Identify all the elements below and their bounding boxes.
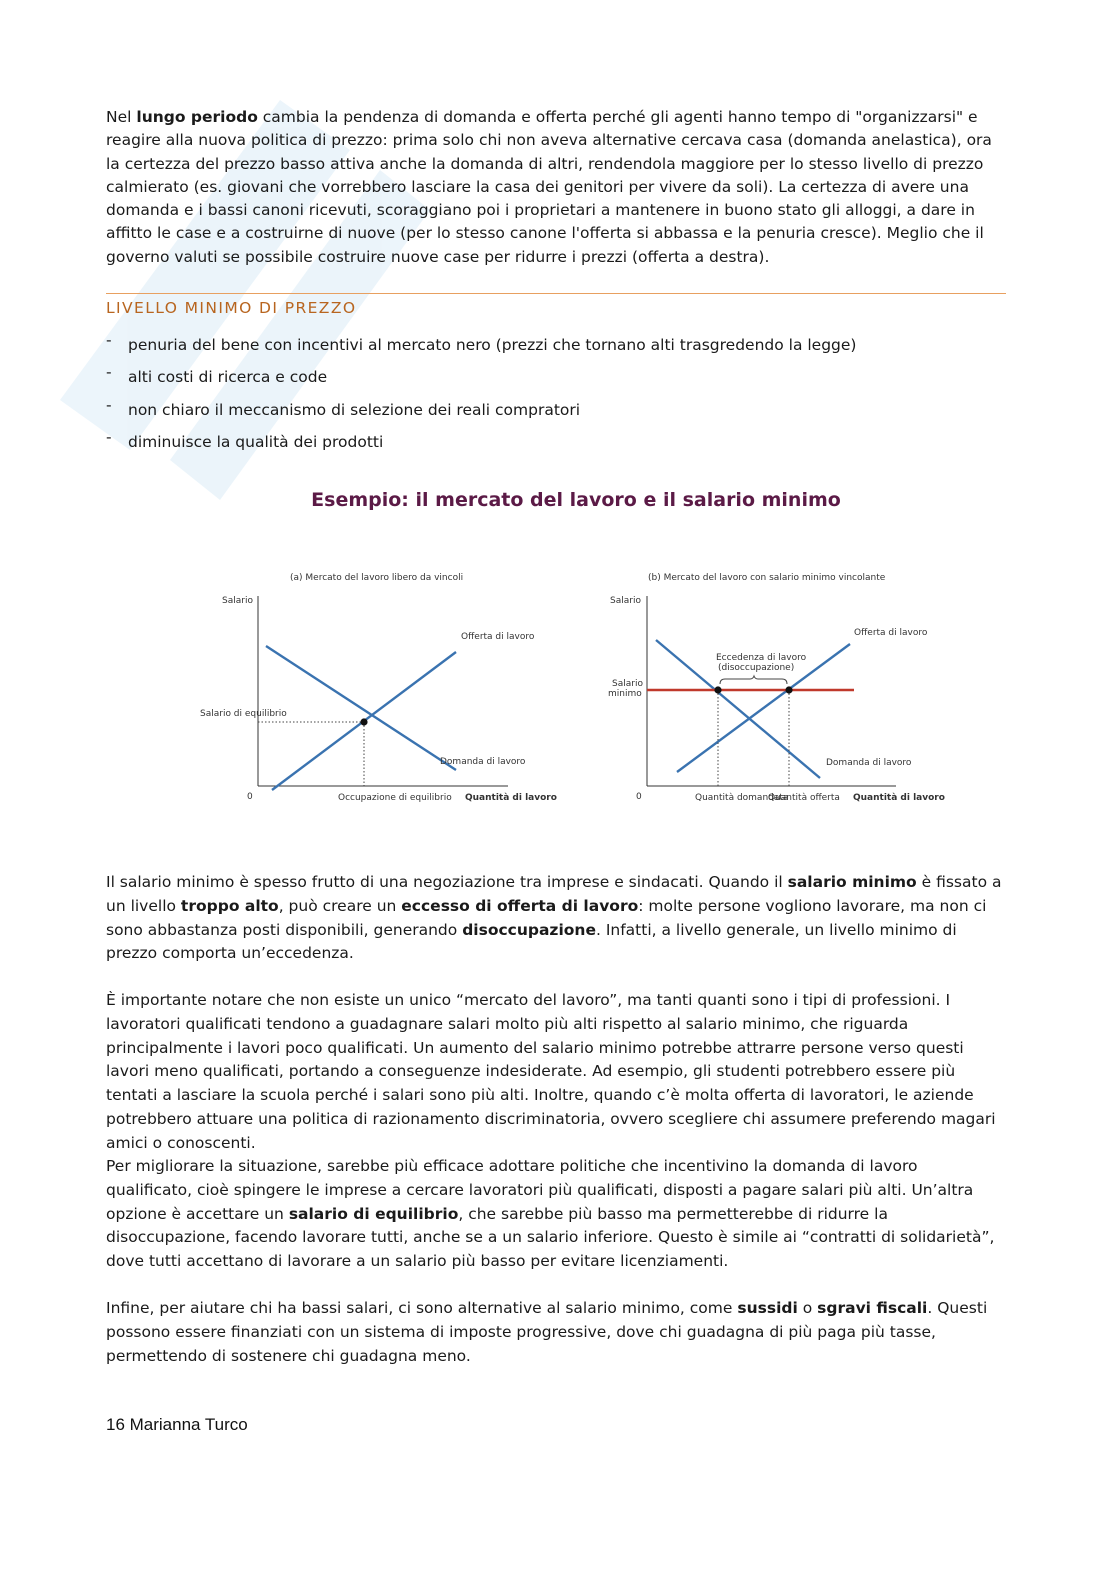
panel-a-eq-y-label: Salario di equilibrio — [200, 709, 287, 719]
panel-b-minwage-label-2: minimo — [608, 689, 642, 699]
panel-b-excess-label: Eccedenza di lavoro — [716, 653, 807, 663]
labour-market-figure — [190, 560, 945, 820]
page-footer: 16 Marianna Turco — [106, 1415, 248, 1434]
panel-a-demand-line — [266, 646, 456, 770]
panel-b-qd-point — [714, 686, 721, 693]
panel-b-qd-label: Quantità domandata — [695, 793, 789, 803]
paragraph-min-wage: Il salario minimo è spesso frutto di una negoziazione tra imprese e sindacati. Quando il salario minimo è fissato a un livello troppo alto, può creare un eccesso di offerta di lavoro: molte persone vogliono lavorare, ma non ci sono abbastanza posti disponibili, generando disoccupazione. Infatti, a livello generale, un livello minimo di prezzo comporta un’eccedenza. — [106, 873, 1002, 963]
panel-b-xlabel: Quantità di lavoro — [853, 793, 945, 803]
panel-a-xlabel: Quantità di lavoro — [465, 793, 557, 803]
paragraph-policies: Per migliorare la situazione, sarebbe più efficace adottare politiche che incentivino la domanda di lavoro qualificato, cioè spingere le imprese a cercare lavoratori più qualificati, disposti a pagare salari più alti. Un’altra opzione è accettare un salario di equilibrio, che sarebbe più basso ma permetterebbe di ridurre la disoccupazione, facendo lavorare tutti, anche se a un salario inferiore. Questo è simile ai “contratti di solidarietà”, dove tutti accettano di lavorare a un salario più basso per evitare licenziamenti. — [106, 1157, 995, 1271]
panel-b-excess-label-2: (disoccupazione) — [718, 663, 795, 673]
panel-b-minwage-label: Salario — [612, 679, 643, 689]
panel-b-qo-label: Quantità offerta — [768, 793, 840, 803]
panel-b-excess-brace — [720, 676, 787, 684]
panel-b-ylabel: Salario — [610, 596, 641, 606]
panel-b — [608, 573, 945, 803]
paragraph-alternatives: Infine, per aiutare chi ha bassi salari, ci sono alternative al salario minimo, come sussidi o sgravi fiscali. Questi possono essere finanziati con un sistema di imposte progressive, dove chi guadagna di più paga più tasse, permettendo di sostenere chi guadagna meno. — [106, 1299, 988, 1365]
panel-a-eq-point — [360, 718, 367, 725]
panel-b-supply-label: Offerta di lavoro — [854, 628, 928, 638]
section-title: LIVELLO MINIMO DI PREZZO — [106, 299, 357, 317]
panel-b-title: (b) Mercato del lavoro con salario minimo vincolante — [648, 573, 886, 583]
panel-a-title: (a) Mercato del lavoro libero da vincoli — [290, 573, 464, 583]
paragraph-labour-markets: È importante notare che non esiste un unico “mercato del lavoro”, ma tanti quanti sono i tipi di professioni. I lavoratori qualificati tendono a guadagnare salari molto più alti rispetto al salario minimo, che riguarda principalmente i lavori poco qualificati. Un aumento del salario minimo potrebbe attrarre persone verso questi lavori meno qualificati, portando a conseguenze indesiderate. Ad esempio, gli studenti potrebbero essere più tentati a lasciare la scuola perché i salari sono più alti. Inoltre, quando c’è molta offerta di lavoratori, le aziende potrebbero attuare una politica di razionamento discriminatoria, ovvero scegliere chi assumere preferendo magari amici o conoscenti. — [106, 991, 996, 1152]
panel-b-origin: 0 — [636, 792, 642, 802]
section-divider — [106, 293, 1006, 294]
panel-a-ylabel: Salario — [222, 596, 253, 606]
panel-a-supply-label: Offerta di lavoro — [461, 632, 535, 642]
panel-a — [200, 573, 557, 803]
list-item: - non chiaro il meccanismo di selezione dei reali compratori — [106, 395, 581, 419]
panel-a-demand-label: Domanda di lavoro — [440, 757, 526, 767]
panel-b-qo-point — [785, 686, 792, 693]
bullet-list — [106, 331, 1006, 463]
list-item: - diminuisce la qualità dei prodotti — [106, 427, 384, 451]
paragraph-long-term: Nel lungo periodo cambia la pendenza di domanda e offerta perché gli agenti hanno tempo di "organizzarsi" e reagire alla nuova politica di prezzo: prima solo chi non aveva alternative cercava casa (domanda anelastica), ora la certezza del prezzo basso attiva anche la domanda di altri, rendendola maggiore per lo stesso livello di prezzo calmierato (es. giovani che vorrebbero lasciare la casa dei genitori per vivere da soli). La certezza di avere una domanda e i bassi canoni ricevuti, scoraggiano poi i proprietari a mantenere in buono stato gli alloggi, a dare in affitto le case e a costruirne di nuove (per lo stesso canone l'offerta si abbassa e la penuria cresce). Meglio che il governo valuti se possibile costruire nuove case per ridurre i prezzi (offerta a destra). — [106, 108, 992, 266]
figure-title: Esempio: il mercato del lavoro e il salario minimo — [311, 489, 841, 511]
panel-b-demand-label: Domanda di lavoro — [826, 758, 912, 768]
list-item: - alti costi di ricerca e code — [106, 363, 328, 387]
panel-a-eq-x-label: Occupazione di equilibrio — [338, 793, 452, 803]
panel-a-origin: 0 — [247, 792, 253, 802]
list-item: - penuria del bene con incentivi al mercato nero (prezzi che tornano alti trasgredendo la legge) — [106, 331, 857, 354]
